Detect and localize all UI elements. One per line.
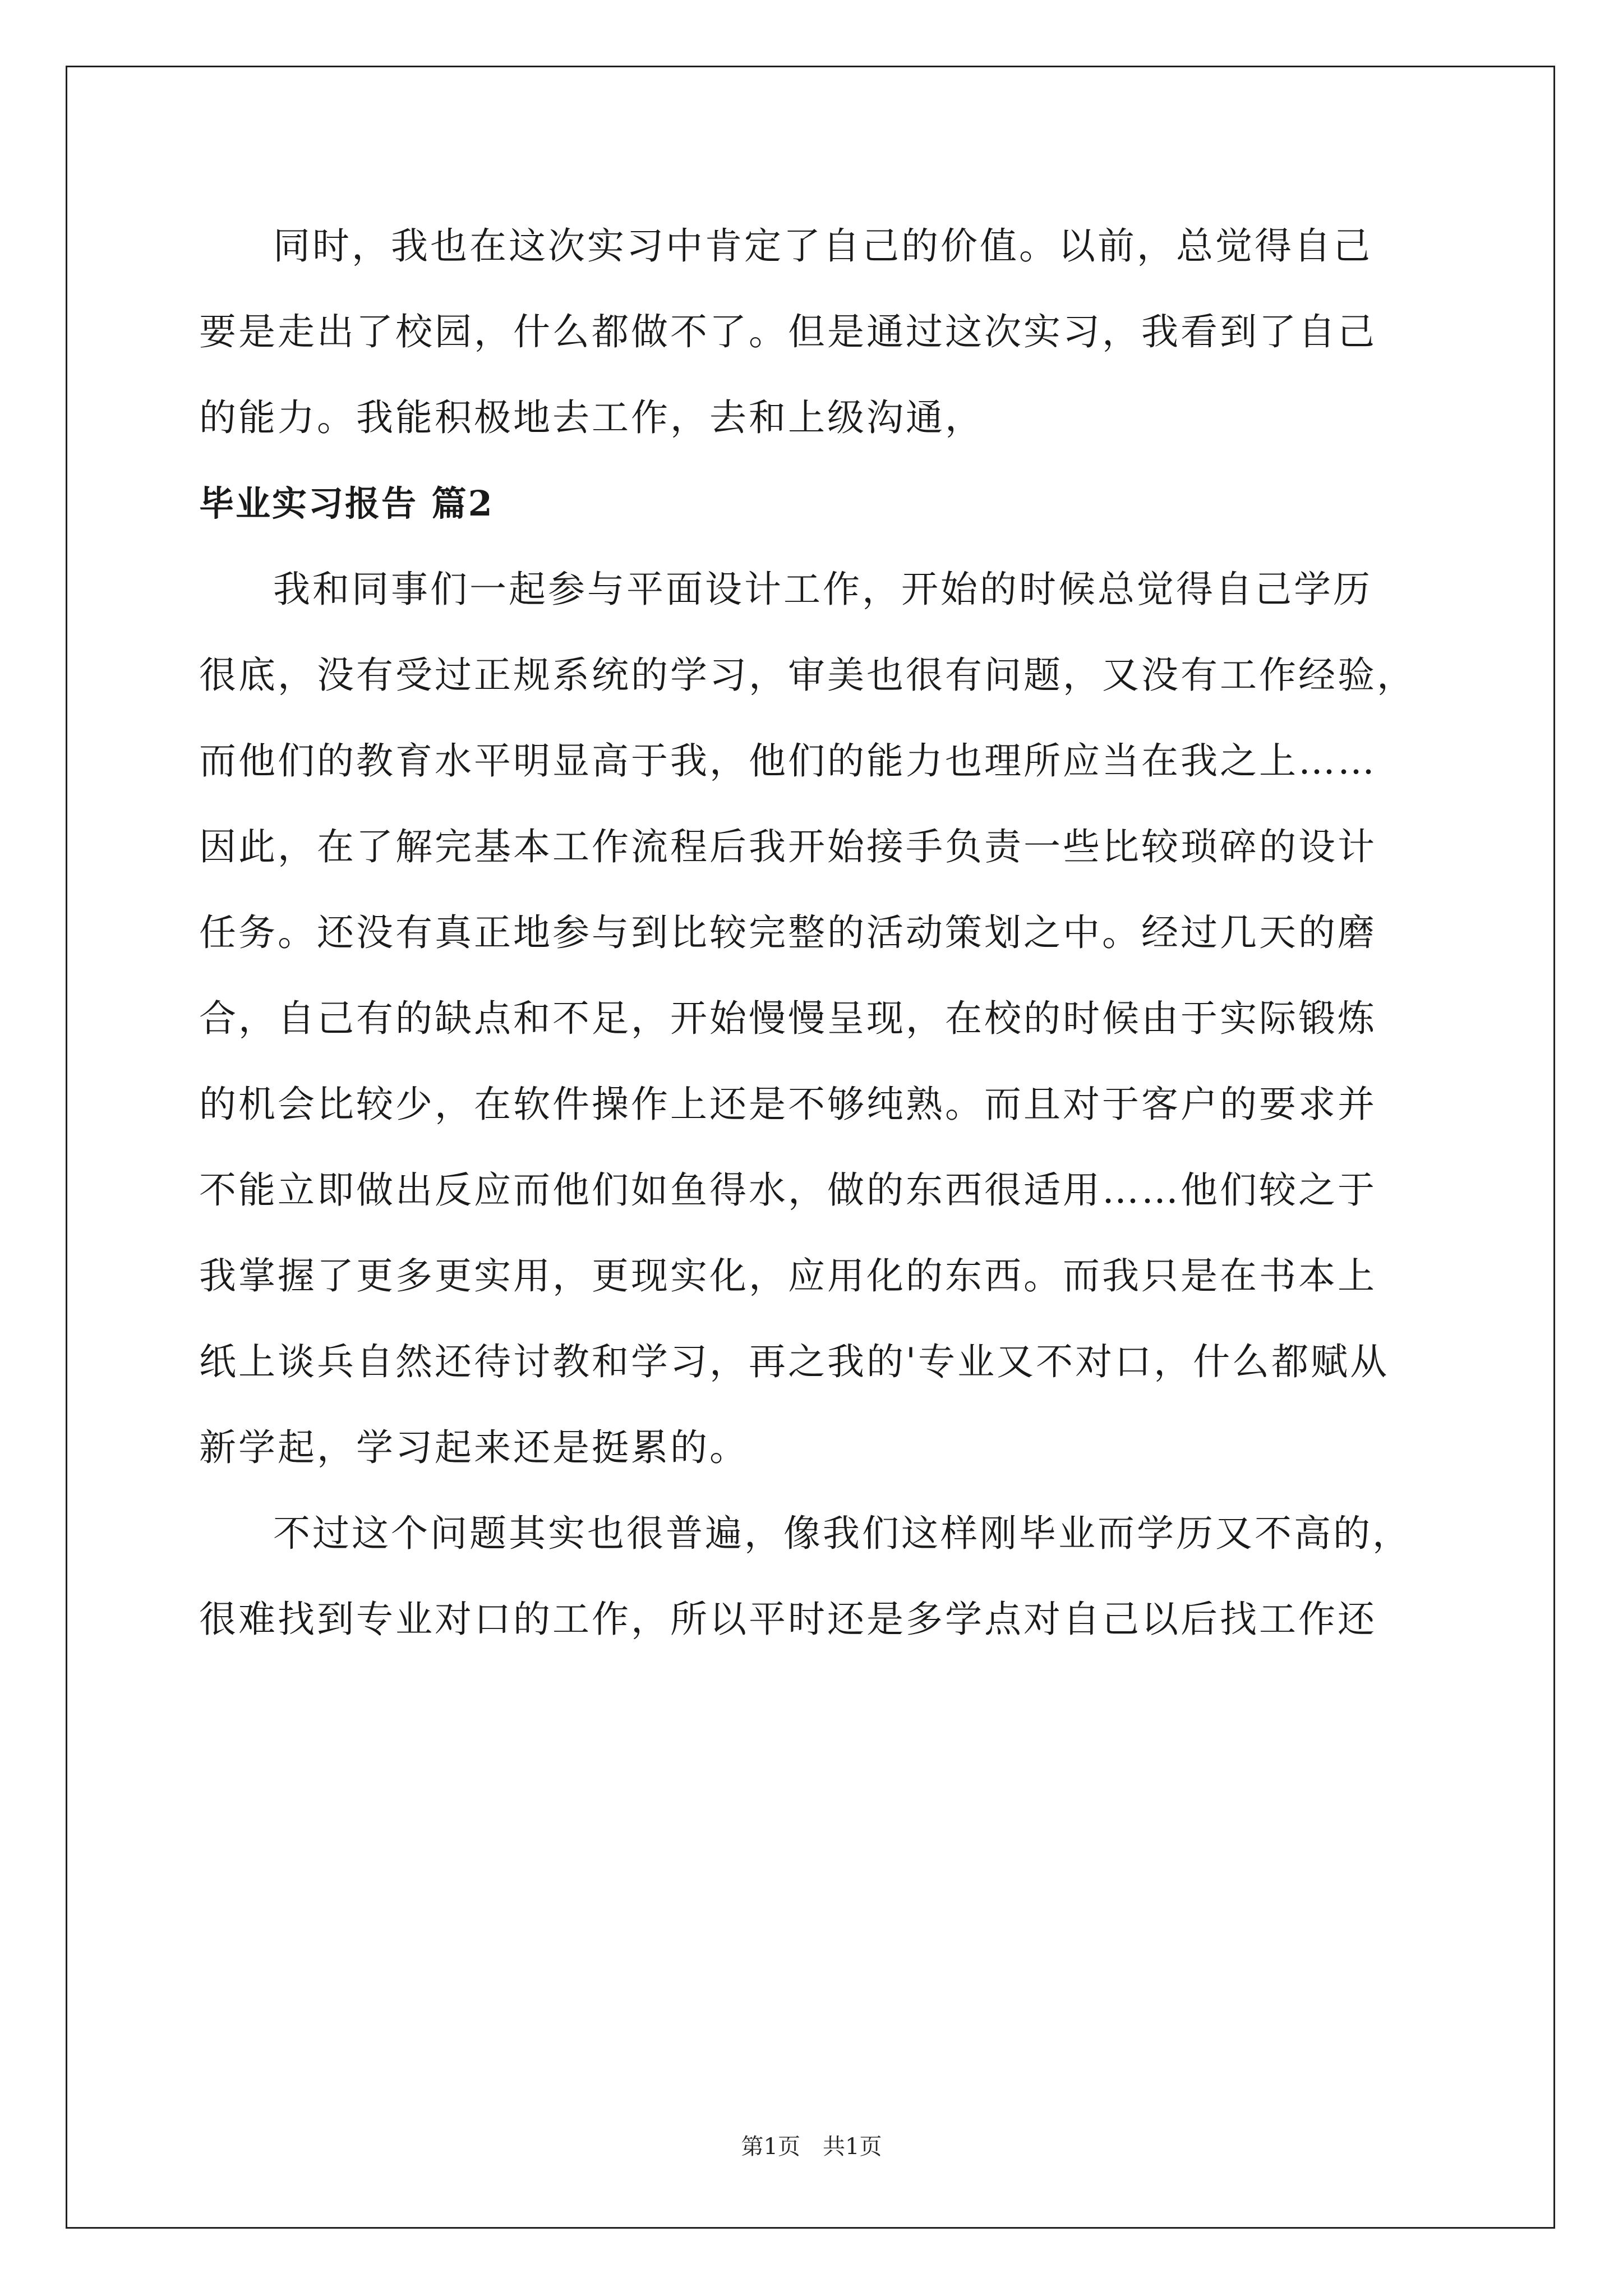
page-footer bbox=[0, 2129, 1623, 2161]
text-line: 不过这个问题其实也很普遍，像我们这样刚毕业而学历又不高的， bbox=[273, 1512, 1412, 1555]
text-line: 不能立即做出反应而他们如鱼得水，做的东西很适用……他们较之于 bbox=[199, 1168, 1377, 1212]
paragraph-intro bbox=[199, 203, 1467, 461]
text-line: 的能力。我能积极地去工作，去和上级沟通， bbox=[199, 396, 984, 439]
document-body bbox=[199, 203, 1467, 1662]
text-line: 要是走出了校园，什么都做不了。但是通过这次实习，我看到了自己 bbox=[199, 310, 1377, 353]
text-line: 的机会比较少，在软件操作上还是不够纯熟。而且对于客户的要求并 bbox=[199, 1083, 1377, 1126]
page-number: 第1页 bbox=[741, 2134, 800, 2160]
paragraph-2 bbox=[199, 1490, 1467, 1662]
text-line: 而他们的教育水平明显高于我，他们的能力也理所应当在我之上…… bbox=[199, 739, 1377, 783]
section-heading: 毕业实习报告 篇2 bbox=[199, 483, 494, 524]
page-total: 共1页 bbox=[823, 2134, 882, 2160]
text-line: 合，自己有的缺点和不足，开始慢慢呈现，在校的时候由于实际锻炼 bbox=[199, 997, 1377, 1040]
text-line: 我和同事们一起参与平面设计工作，开始的时候总觉得自己学历 bbox=[273, 568, 1372, 611]
paragraph-1 bbox=[199, 546, 1467, 1490]
text-line: 新学起，学习起来还是挺累的。 bbox=[199, 1426, 749, 1469]
text-line: 任务。还没有真正地参与到比较完整的活动策划之中。经过几天的磨 bbox=[199, 911, 1377, 954]
text-line: 同时，我也在这次实习中肯定了自己的价值。以前，总觉得自己 bbox=[273, 224, 1372, 268]
text-line: 很难找到专业对口的工作，所以平时还是多学点对自己以后找工作还 bbox=[199, 1598, 1377, 1641]
text-line: 纸上谈兵自然还待讨教和学习，再之我的'专业又不对口，什么都赋从 bbox=[199, 1340, 1390, 1383]
text-line: 我掌握了更多更实用，更现实化，应用化的东西。而我只是在书本上 bbox=[199, 1254, 1377, 1297]
text-line: 很底，没有受过正规系统的学习，审美也很有问题，又没有工作经验， bbox=[199, 654, 1416, 697]
text-line: 因此，在了解完基本工作流程后我开始接手负责一些比较琐碎的设计 bbox=[199, 825, 1377, 868]
